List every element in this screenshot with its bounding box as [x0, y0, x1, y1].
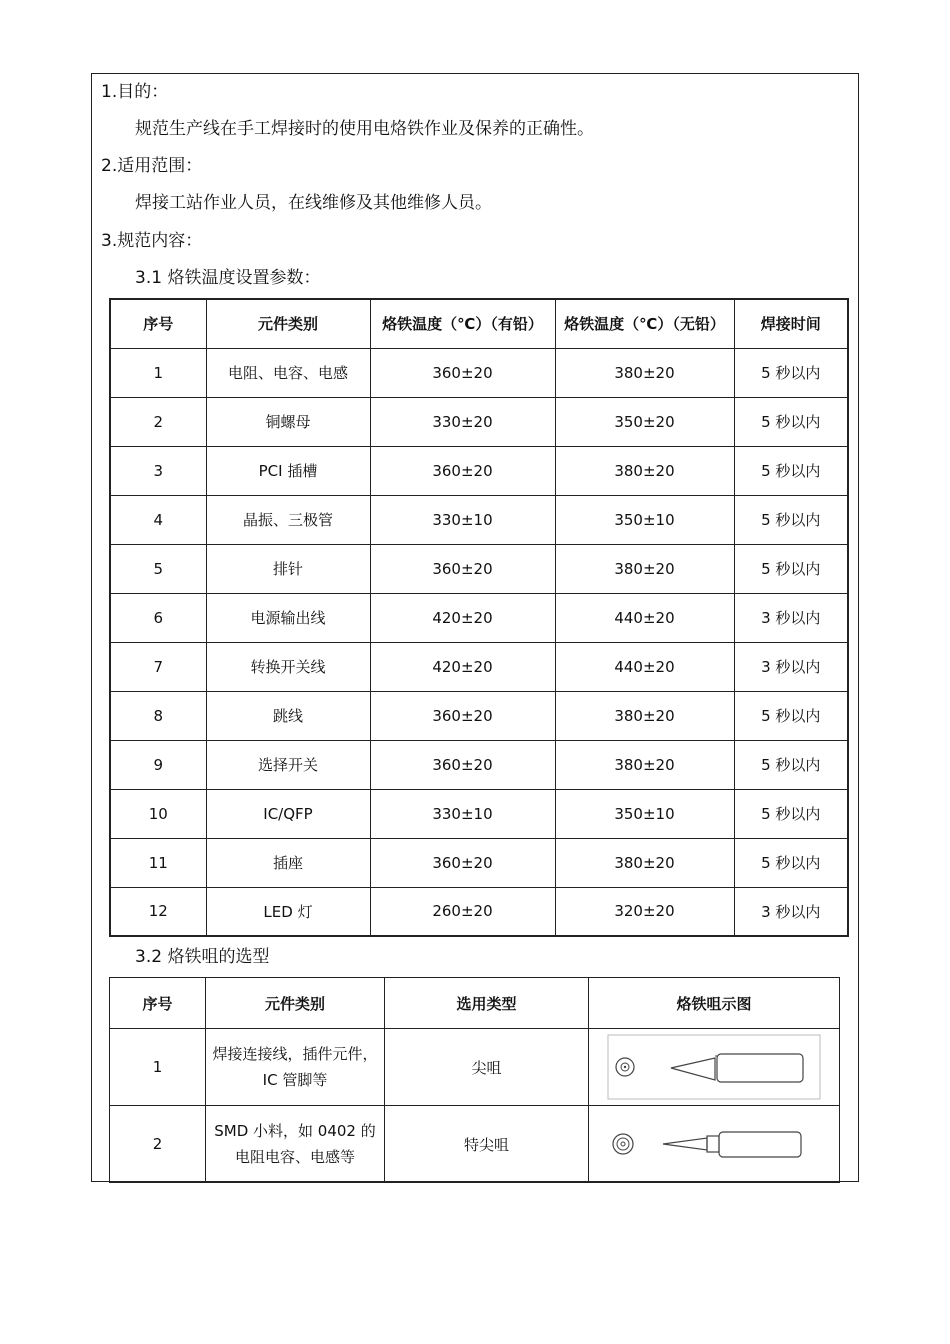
- row-category: 焊接连接线，插件元件，IC 管脚等: [206, 1029, 385, 1106]
- cell-no: 3: [110, 446, 206, 495]
- section-3-2-title: 3.2 烙铁咀的选型: [135, 947, 270, 967]
- cell-temp-leadfree: 350±10: [555, 789, 734, 838]
- cell-temp-leaded: 360±20: [370, 446, 555, 495]
- cell-temp-leadfree: 380±20: [555, 544, 734, 593]
- col-header-category: 元件类别: [206, 299, 370, 348]
- cell-temp-leadfree: 350±20: [555, 397, 734, 446]
- cell-temp-leadfree: 380±20: [555, 838, 734, 887]
- temperature-table: [109, 298, 849, 937]
- cell-time: 5 秒以内: [734, 838, 848, 887]
- row-diagram: [589, 1029, 840, 1106]
- cell-temp-leaded: 360±20: [370, 544, 555, 593]
- table-row: [110, 348, 848, 397]
- cell-temp-leaded: 360±20: [370, 691, 555, 740]
- cell-temp-leaded: 360±20: [370, 348, 555, 397]
- cell-time: 5 秒以内: [734, 397, 848, 446]
- section-1-title: 1.目的：: [101, 82, 169, 102]
- cell-no: 10: [110, 789, 206, 838]
- col-header-temp-leadfree: 烙铁温度（℃）（无铅）: [555, 299, 734, 348]
- cell-temp-leaded: 360±20: [370, 838, 555, 887]
- cell-time: 3 秒以内: [734, 642, 848, 691]
- cell-temp-leadfree: 380±20: [555, 348, 734, 397]
- cell-category: 跳线: [206, 691, 370, 740]
- col-header-category: 元件类别: [206, 978, 385, 1029]
- cell-no: 1: [110, 348, 206, 397]
- cell-temp-leaded: 330±20: [370, 397, 555, 446]
- cell-no: 12: [110, 887, 206, 936]
- cell-category: 铜螺母: [206, 397, 370, 446]
- cell-no: 5: [110, 544, 206, 593]
- table-row: [110, 397, 848, 446]
- table-row: [110, 593, 848, 642]
- table-row: [110, 544, 848, 593]
- table-row: [110, 495, 848, 544]
- cell-time: 5 秒以内: [734, 446, 848, 495]
- cell-category: PCI 插槽: [206, 446, 370, 495]
- cell-temp-leadfree: 440±20: [555, 642, 734, 691]
- cell-temp-leaded: 260±20: [370, 887, 555, 936]
- table-header-row: [110, 978, 840, 1029]
- cell-temp-leadfree: 440±20: [555, 593, 734, 642]
- table-row: [110, 789, 848, 838]
- table-row: [110, 446, 848, 495]
- cell-time: 3 秒以内: [734, 887, 848, 936]
- cell-temp-leaded: 330±10: [370, 789, 555, 838]
- cell-category: 电阻、电容、电感: [206, 348, 370, 397]
- cell-category: 晶振、三极管: [206, 495, 370, 544]
- cell-no: 6: [110, 593, 206, 642]
- cell-category: 转换开关线: [206, 642, 370, 691]
- col-header-no: 序号: [110, 299, 206, 348]
- row-type: 特尖咀: [385, 1106, 589, 1183]
- cell-category: 选择开关: [206, 740, 370, 789]
- cell-temp-leadfree: 350±10: [555, 495, 734, 544]
- row-type: 尖咀: [385, 1029, 589, 1106]
- cell-temp-leaded: 420±20: [370, 642, 555, 691]
- cell-time: 5 秒以内: [734, 348, 848, 397]
- section-3-1-title: 3.1 烙铁温度设置参数：: [135, 268, 321, 288]
- cell-time: 5 秒以内: [734, 740, 848, 789]
- row-category: SMD 小料，如 0402 的电阻电容、电感等: [206, 1106, 385, 1183]
- col-header-no: 序号: [110, 978, 206, 1029]
- cell-category: IC/QFP: [206, 789, 370, 838]
- section-3-title: 3.规范内容：: [101, 231, 203, 251]
- table-row: [110, 887, 848, 936]
- cell-time: 5 秒以内: [734, 544, 848, 593]
- cell-no: 4: [110, 495, 206, 544]
- cell-temp-leaded: 330±10: [370, 495, 555, 544]
- cell-temp-leaded: 420±20: [370, 593, 555, 642]
- cell-category: 插座: [206, 838, 370, 887]
- tip-selection-table: [109, 977, 840, 1183]
- cell-category: 排针: [206, 544, 370, 593]
- section-1-text: 规范生产线在手工焊接时的使用电烙铁作业及保养的正确性。: [135, 119, 594, 139]
- cell-temp-leadfree: 380±20: [555, 740, 734, 789]
- table-row: [110, 642, 848, 691]
- cell-no: 8: [110, 691, 206, 740]
- table-row: [110, 740, 848, 789]
- cell-temp-leadfree: 320±20: [555, 887, 734, 936]
- cell-category: LED 灯: [206, 887, 370, 936]
- cell-no: 7: [110, 642, 206, 691]
- table-row: [110, 1029, 840, 1106]
- cell-time: 5 秒以内: [734, 789, 848, 838]
- section-2-text: 焊接工站作业人员，在线维修及其他维修人员。: [135, 193, 492, 213]
- fine-tip-icon: [607, 1114, 821, 1174]
- cell-temp-leadfree: 380±20: [555, 691, 734, 740]
- cell-no: 9: [110, 740, 206, 789]
- cell-temp-leaded: 360±20: [370, 740, 555, 789]
- table-row: [110, 838, 848, 887]
- col-header-temp-leaded: 烙铁温度（℃）（有铅）: [370, 299, 555, 348]
- cell-time: 5 秒以内: [734, 495, 848, 544]
- table-row: [110, 1106, 840, 1183]
- col-header-type: 选用类型: [385, 978, 589, 1029]
- cell-temp-leadfree: 380±20: [555, 446, 734, 495]
- section-2-title: 2.适用范围：: [101, 156, 203, 176]
- cell-time: 3 秒以内: [734, 593, 848, 642]
- col-header-time: 焊接时间: [734, 299, 848, 348]
- col-header-diagram: 烙铁咀示图: [589, 978, 840, 1029]
- cell-category: 电源输出线: [206, 593, 370, 642]
- cell-time: 5 秒以内: [734, 691, 848, 740]
- conical-tip-icon: [607, 1034, 821, 1100]
- row-no: 1: [110, 1029, 206, 1106]
- row-no: 2: [110, 1106, 206, 1183]
- cell-no: 11: [110, 838, 206, 887]
- cell-no: 2: [110, 397, 206, 446]
- row-diagram: [589, 1106, 840, 1183]
- table-row: [110, 691, 848, 740]
- table-header-row: [110, 299, 848, 348]
